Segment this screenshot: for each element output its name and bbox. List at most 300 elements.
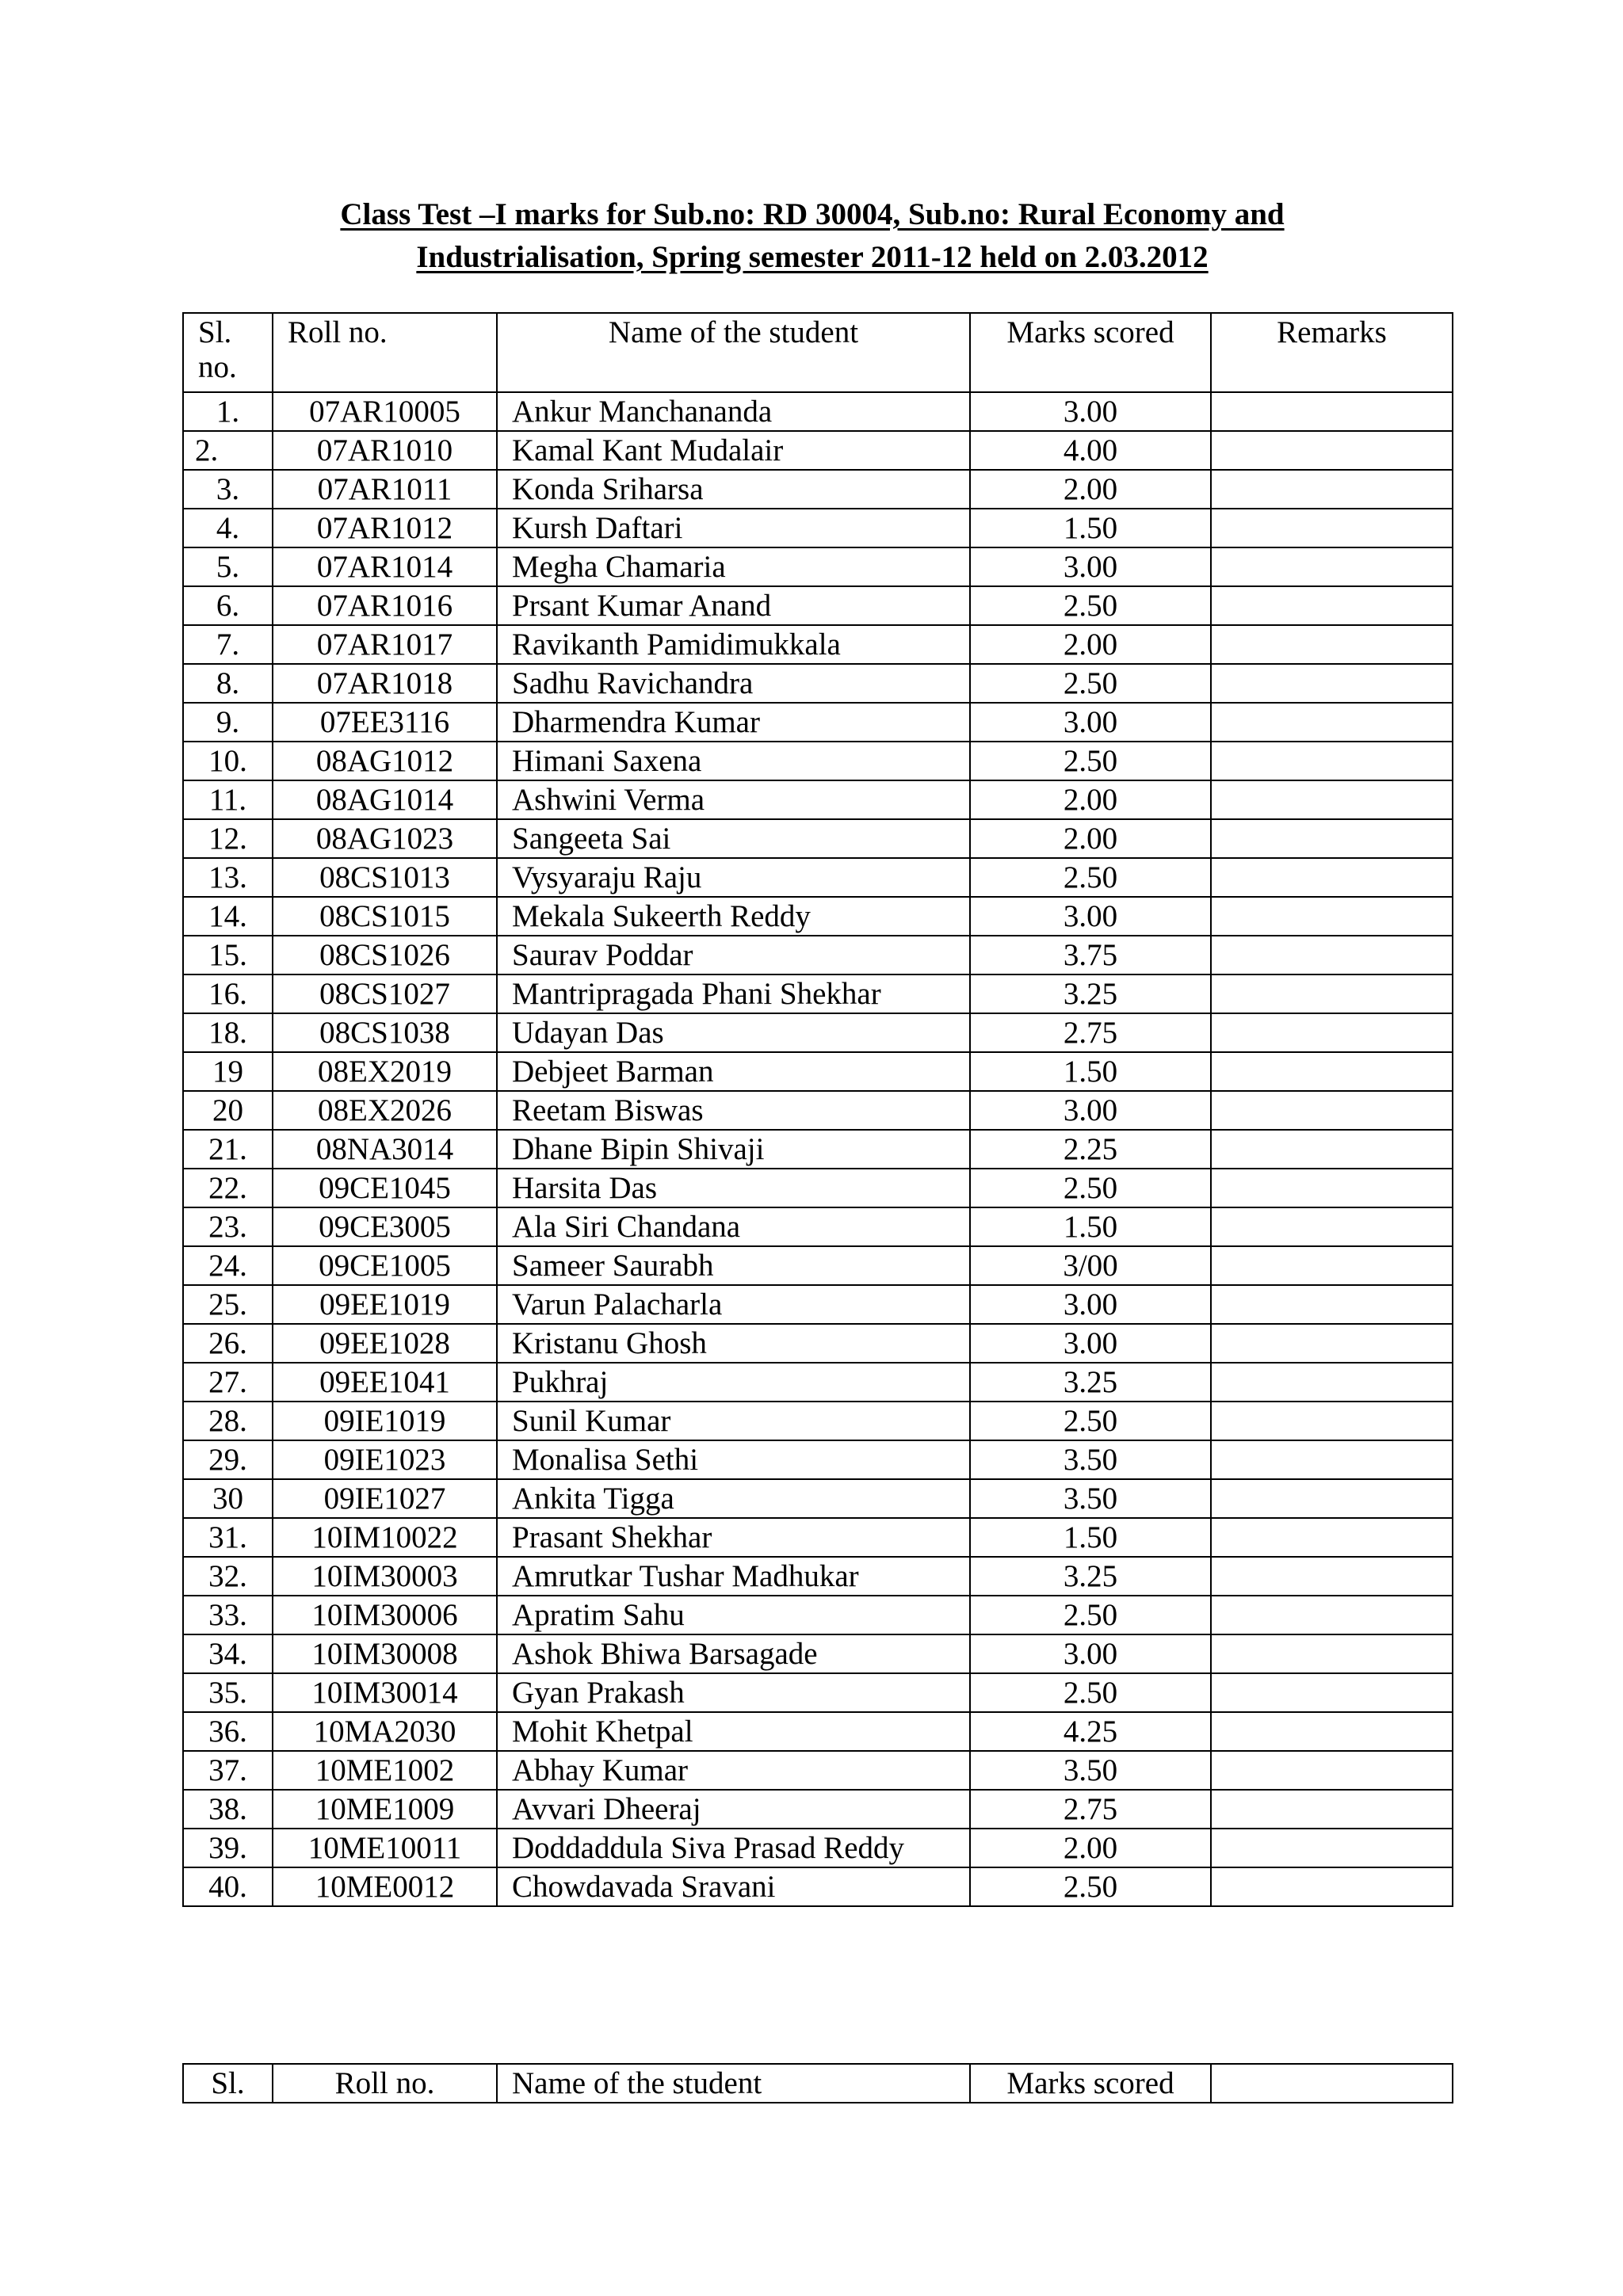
cell-remarks [1211, 431, 1453, 470]
cell-marks-scored-text: 2.00 [1063, 472, 1118, 506]
cell-sl-no [183, 1169, 273, 1207]
cell-marks-scored [970, 431, 1211, 470]
cell-roll-no [273, 1479, 497, 1518]
cell-remarks [1211, 1402, 1453, 1440]
cell-sl-no [183, 1518, 273, 1557]
cell-marks-scored [970, 780, 1211, 819]
second-header-name: Name of the student [497, 2064, 970, 2103]
cell-student-name [497, 1402, 970, 1440]
header-roll-label: Roll no. [288, 315, 388, 349]
cell-roll-no-text: 08CS1027 [319, 977, 450, 1011]
cell-student-name-text: Ala Siri Chandana [512, 1210, 741, 1244]
cell-sl-no [183, 1751, 273, 1790]
cell-sl-no-text: 36. [208, 1714, 247, 1749]
table-row [183, 1557, 1453, 1596]
cell-marks-scored-text: 2.50 [1063, 860, 1118, 894]
cell-roll-no-text: 09EE1041 [319, 1365, 450, 1399]
table-row [183, 625, 1453, 664]
title-line-2: Industrialisation, Spring semester 2011-12 held on 2.03.2012 [416, 240, 1209, 274]
cell-sl-no-text: 19 [212, 1055, 243, 1089]
cell-roll-no [273, 1324, 497, 1363]
cell-sl-no-text: 12. [208, 822, 247, 856]
cell-marks-scored-text: 2.75 [1063, 1792, 1118, 1826]
cell-sl-no-text: 40. [208, 1870, 247, 1904]
cell-sl-no [183, 1013, 273, 1052]
table-row [183, 1169, 1453, 1207]
table-row [183, 1402, 1453, 1440]
cell-roll-no [273, 1867, 497, 1906]
cell-sl-no [183, 1479, 273, 1518]
cell-marks-scored-text: 2.50 [1063, 1404, 1118, 1438]
cell-remarks [1211, 1479, 1453, 1518]
cell-marks-scored-text: 1.50 [1063, 511, 1118, 545]
cell-remarks [1211, 625, 1453, 664]
table-row [183, 1673, 1453, 1712]
cell-sl-no-text: 14. [208, 899, 247, 933]
cell-sl-no [183, 431, 273, 470]
cell-student-name [497, 897, 970, 936]
cell-sl-no-text: 26. [208, 1326, 247, 1360]
cell-student-name-text: Mekala Sukeerth Reddy [512, 899, 811, 933]
cell-sl-no-text: 20 [212, 1093, 243, 1127]
cell-sl-no [183, 897, 273, 936]
table-row [183, 1246, 1453, 1285]
table-row [183, 509, 1453, 547]
cell-marks-scored [970, 470, 1211, 509]
cell-sl-no [183, 780, 273, 819]
cell-remarks [1211, 1324, 1453, 1363]
cell-sl-no-text: 22. [208, 1171, 247, 1205]
cell-roll-no [273, 974, 497, 1013]
cell-marks-scored [970, 1829, 1211, 1867]
cell-roll-no [273, 470, 497, 509]
cell-marks-scored-text: 1.50 [1063, 1055, 1118, 1089]
cell-marks-scored-text: 2.50 [1063, 1171, 1118, 1205]
title-line-1: Class Test –I marks for Sub.no: RD 30004, Sub.no: Rural Economy and [340, 197, 1285, 231]
cell-marks-scored [970, 1867, 1211, 1906]
cell-roll-no [273, 664, 497, 703]
cell-roll-no-text: 08NA3014 [315, 1132, 454, 1166]
table-row [183, 819, 1453, 858]
cell-roll-no-text: 08EX2019 [318, 1055, 452, 1089]
header-sl-line2: no. [198, 350, 237, 384]
cell-roll-no-text: 08AG1023 [315, 822, 454, 856]
cell-marks-scored [970, 1402, 1211, 1440]
table-row [183, 780, 1453, 819]
cell-remarks [1211, 1673, 1453, 1712]
cell-student-name [497, 1246, 970, 1285]
cell-roll-no [273, 703, 497, 742]
cell-student-name-text: Varun Palacharla [512, 1287, 723, 1322]
cell-sl-no [183, 1285, 273, 1324]
cell-marks-scored-text: 3.00 [1063, 1287, 1118, 1322]
cell-marks-scored [970, 1363, 1211, 1402]
cell-marks-scored-text: 3.00 [1063, 1637, 1118, 1671]
cell-roll-no [273, 819, 497, 858]
header-name-label: Name of the student [608, 315, 859, 349]
cell-student-name-text: Avvari Dheeraj [512, 1792, 701, 1826]
cell-roll-no-text: 08CS1038 [319, 1016, 450, 1050]
cell-sl-no [183, 936, 273, 974]
cell-marks-scored-text: 2.50 [1063, 666, 1118, 700]
cell-roll-no [273, 936, 497, 974]
cell-marks-scored [970, 1013, 1211, 1052]
cell-roll-no-text: 09EE1019 [319, 1287, 450, 1322]
cell-remarks [1211, 1634, 1453, 1673]
cell-student-name [497, 586, 970, 625]
cell-sl-no [183, 1634, 273, 1673]
cell-remarks [1211, 1596, 1453, 1634]
cell-marks-scored-text: 3.50 [1063, 1753, 1118, 1787]
cell-roll-no-text: 09EE1028 [319, 1326, 450, 1360]
cell-marks-scored-text: 3.25 [1063, 1365, 1118, 1399]
table-row [183, 897, 1453, 936]
cell-marks-scored [970, 1596, 1211, 1634]
cell-roll-no-text: 07AR1012 [316, 511, 453, 545]
table-row [183, 1829, 1453, 1867]
cell-sl-no-text: 11. [208, 783, 247, 817]
cell-marks-scored [970, 625, 1211, 664]
cell-student-name [497, 1518, 970, 1557]
cell-roll-no-text: 10IM30008 [311, 1637, 458, 1671]
table-row [183, 1285, 1453, 1324]
cell-remarks [1211, 470, 1453, 509]
table-row [183, 1091, 1453, 1130]
cell-marks-scored-text: 3.50 [1063, 1482, 1118, 1516]
cell-marks-scored-text: 2.50 [1063, 1598, 1118, 1632]
cell-sl-no-text: 29. [208, 1443, 247, 1477]
cell-sl-no [183, 1091, 273, 1130]
cell-roll-no-text: 08CS1015 [319, 899, 450, 933]
cell-student-name-text: Sangeeta Sai [512, 822, 671, 856]
cell-roll-no-text: 09IE1027 [323, 1482, 446, 1516]
cell-marks-scored [970, 1130, 1211, 1169]
cell-student-name-text: Konda Sriharsa [512, 472, 704, 506]
cell-sl-no-text: 30 [212, 1482, 243, 1516]
cell-student-name [497, 470, 970, 509]
cell-student-name [497, 819, 970, 858]
cell-marks-scored [970, 1091, 1211, 1130]
cell-roll-no [273, 1829, 497, 1867]
cell-marks-scored-text: 2.00 [1063, 627, 1118, 662]
cell-roll-no [273, 897, 497, 936]
cell-student-name-text: Amrutkar Tushar Madhukar [512, 1559, 859, 1593]
header-marks-scored [970, 313, 1211, 392]
cell-roll-no-text: 08CS1013 [319, 860, 450, 894]
cell-marks-scored [970, 897, 1211, 936]
cell-marks-scored [970, 547, 1211, 586]
cell-student-name [497, 974, 970, 1013]
cell-marks-scored [970, 1479, 1211, 1518]
cell-roll-no [273, 1169, 497, 1207]
cell-remarks [1211, 509, 1453, 547]
cell-remarks [1211, 1169, 1453, 1207]
second-header-sl: Sl. [183, 2064, 273, 2103]
cell-sl-no [183, 1557, 273, 1596]
table-row [183, 1790, 1453, 1829]
cell-roll-no-text: 10IM30014 [311, 1676, 458, 1710]
cell-roll-no-text: 08AG1014 [315, 783, 454, 817]
cell-remarks [1211, 974, 1453, 1013]
cell-sl-no [183, 1246, 273, 1285]
cell-student-name-text: Doddaddula Siva Prasad Reddy [512, 1831, 905, 1865]
table-row [183, 1440, 1453, 1479]
cell-sl-no [183, 586, 273, 625]
cell-student-name-text: Sunil Kumar [512, 1404, 671, 1438]
cell-sl-no [183, 1440, 273, 1479]
cell-student-name [497, 1596, 970, 1634]
cell-student-name [497, 509, 970, 547]
cell-student-name [497, 1363, 970, 1402]
cell-sl-no-text: 38. [208, 1792, 247, 1826]
cell-roll-no [273, 1363, 497, 1402]
table-row [183, 1013, 1453, 1052]
cell-roll-no [273, 742, 497, 780]
cell-roll-no-text: 09IE1019 [323, 1404, 446, 1438]
cell-roll-no [273, 1130, 497, 1169]
cell-marks-scored [970, 1207, 1211, 1246]
cell-student-name [497, 1829, 970, 1867]
cell-roll-no [273, 547, 497, 586]
cell-student-name [497, 1324, 970, 1363]
cell-student-name [497, 1207, 970, 1246]
cell-sl-no-text: 18. [208, 1016, 247, 1050]
cell-sl-no-text: 13. [208, 860, 247, 894]
cell-remarks [1211, 1091, 1453, 1130]
cell-sl-no-text: 25. [208, 1287, 247, 1322]
cell-roll-no [273, 1052, 497, 1091]
cell-student-name [497, 703, 970, 742]
cell-sl-no-text: 7. [216, 627, 240, 662]
cell-student-name [497, 780, 970, 819]
cell-remarks [1211, 1751, 1453, 1790]
cell-student-name [497, 1673, 970, 1712]
cell-marks-scored-text: 3.50 [1063, 1443, 1118, 1477]
cell-student-name [497, 1013, 970, 1052]
cell-sl-no-text: 9. [216, 705, 240, 739]
cell-marks-scored [970, 819, 1211, 858]
cell-student-name-text: Ravikanth Pamidimukkala [512, 627, 841, 662]
cell-roll-no [273, 1673, 497, 1712]
cell-roll-no [273, 858, 497, 897]
cell-marks-scored-text: 2.50 [1063, 1676, 1118, 1710]
cell-student-name-text: Himani Saxena [512, 744, 702, 778]
cell-roll-no-text: 07AR1016 [316, 589, 453, 623]
cell-student-name [497, 1479, 970, 1518]
cell-sl-no [183, 1673, 273, 1712]
cell-remarks [1211, 819, 1453, 858]
table-row [183, 664, 1453, 703]
cell-sl-no [183, 509, 273, 547]
table-header-row [183, 313, 1453, 392]
cell-roll-no [273, 1712, 497, 1751]
cell-roll-no-text: 07AR1010 [316, 433, 453, 467]
cell-marks-scored-text: 3.00 [1063, 1326, 1118, 1360]
cell-student-name [497, 547, 970, 586]
cell-roll-no-text: 09CE1005 [319, 1249, 451, 1283]
cell-roll-no [273, 1402, 497, 1440]
table-row [183, 1207, 1453, 1246]
cell-student-name [497, 625, 970, 664]
cell-sl-no [183, 1363, 273, 1402]
cell-student-name [497, 742, 970, 780]
cell-remarks [1211, 742, 1453, 780]
cell-roll-no-text: 10IM30003 [311, 1559, 458, 1593]
cell-student-name-text: Saurav Poddar [512, 938, 693, 972]
cell-marks-scored-text: 2.50 [1063, 744, 1118, 778]
table-row [183, 547, 1453, 586]
cell-student-name [497, 664, 970, 703]
cell-student-name-text: Gyan Prakash [512, 1676, 685, 1710]
cell-marks-scored-text: 3.00 [1063, 550, 1118, 584]
cell-student-name [497, 1634, 970, 1673]
cell-marks-scored-text: 3.00 [1063, 705, 1118, 739]
cell-remarks [1211, 547, 1453, 586]
cell-marks-scored [970, 1246, 1211, 1285]
table-row [183, 936, 1453, 974]
cell-student-name [497, 858, 970, 897]
cell-sl-no-text: 32. [208, 1559, 247, 1593]
cell-remarks [1211, 780, 1453, 819]
second-header-roll: Roll no. [273, 2064, 497, 2103]
table-row [183, 1867, 1453, 1906]
table-row [183, 1479, 1453, 1518]
cell-sl-no-text: 10. [208, 744, 247, 778]
cell-sl-no-text: 2. [195, 433, 219, 467]
cell-marks-scored-text: 2.50 [1063, 1870, 1118, 1904]
cell-sl-no-text: 35. [208, 1676, 247, 1710]
cell-marks-scored-text: 2.75 [1063, 1016, 1118, 1050]
cell-sl-no [183, 1207, 273, 1246]
cell-remarks [1211, 1440, 1453, 1479]
cell-sl-no [183, 1402, 273, 1440]
cell-remarks [1211, 1013, 1453, 1052]
cell-roll-no-text: 10ME0012 [315, 1870, 455, 1904]
cell-marks-scored [970, 1518, 1211, 1557]
table-row [183, 1634, 1453, 1673]
cell-roll-no-text: 10IM30006 [311, 1598, 458, 1632]
cell-student-name-text: Mantripragada Phani Shekhar [512, 977, 881, 1011]
cell-remarks [1211, 1829, 1453, 1867]
cell-student-name [497, 1712, 970, 1751]
table-row [183, 858, 1453, 897]
cell-sl-no [183, 1130, 273, 1169]
cell-roll-no-text: 10ME1002 [315, 1753, 455, 1787]
cell-marks-scored-text: 3.75 [1063, 938, 1118, 972]
table-row [183, 742, 1453, 780]
cell-student-name-text: Ankur Manchananda [512, 395, 773, 429]
marks-table [182, 312, 1453, 1907]
cell-sl-no-text: 5. [216, 550, 240, 584]
cell-remarks [1211, 897, 1453, 936]
table-row [183, 1324, 1453, 1363]
table-row [183, 586, 1453, 625]
cell-remarks [1211, 1790, 1453, 1829]
cell-remarks [1211, 1207, 1453, 1246]
cell-roll-no-text: 10ME1009 [315, 1792, 455, 1826]
cell-sl-no [183, 664, 273, 703]
cell-roll-no [273, 1013, 497, 1052]
cell-roll-no-text: 07AR1011 [317, 472, 453, 506]
cell-roll-no [273, 1440, 497, 1479]
cell-roll-no [273, 1634, 497, 1673]
cell-student-name-text: Kamal Kant Mudalair [512, 433, 784, 467]
cell-marks-scored-text: 3.00 [1063, 1093, 1118, 1127]
header-remarks-label: Remarks [1277, 315, 1387, 349]
cell-roll-no [273, 1091, 497, 1130]
cell-roll-no [273, 1557, 497, 1596]
cell-sl-no [183, 858, 273, 897]
cell-marks-scored [970, 742, 1211, 780]
cell-remarks [1211, 1285, 1453, 1324]
cell-sl-no [183, 1596, 273, 1634]
cell-remarks [1211, 1712, 1453, 1751]
cell-roll-no-text: 07AR10005 [309, 395, 460, 429]
cell-sl-no-text: 34. [208, 1637, 247, 1671]
cell-student-name [497, 431, 970, 470]
cell-marks-scored [970, 392, 1211, 431]
cell-remarks [1211, 1363, 1453, 1402]
cell-sl-no [183, 742, 273, 780]
table-row [183, 974, 1453, 1013]
cell-student-name [497, 936, 970, 974]
table-row [183, 1751, 1453, 1790]
cell-roll-no-text: 07AR1018 [316, 666, 453, 700]
cell-marks-scored [970, 1557, 1211, 1596]
cell-roll-no [273, 625, 497, 664]
cell-sl-no-text: 8. [216, 666, 240, 700]
cell-student-name-text: Debjeet Barman [512, 1055, 714, 1089]
cell-sl-no-text: 4. [216, 511, 240, 545]
cell-roll-no [273, 1246, 497, 1285]
cell-marks-scored-text: 3.25 [1063, 977, 1118, 1011]
table-row [183, 392, 1453, 431]
cell-student-name [497, 392, 970, 431]
cell-student-name-text: Dhane Bipin Shivaji [512, 1132, 765, 1166]
table-row [183, 470, 1453, 509]
cell-roll-no [273, 1790, 497, 1829]
cell-student-name [497, 1440, 970, 1479]
cell-marks-scored-text: 3.00 [1063, 899, 1118, 933]
cell-sl-no [183, 392, 273, 431]
cell-roll-no-text: 10IM10022 [311, 1520, 458, 1554]
second-header-marks: Marks scored [970, 2064, 1211, 2103]
cell-marks-scored [970, 1440, 1211, 1479]
cell-roll-no [273, 1751, 497, 1790]
cell-sl-no-text: 27. [208, 1365, 247, 1399]
cell-marks-scored [970, 936, 1211, 974]
cell-student-name-text: Sadhu Ravichandra [512, 666, 754, 700]
cell-student-name [497, 1285, 970, 1324]
cell-roll-no-text: 08AG1012 [315, 744, 454, 778]
cell-sl-no [183, 1829, 273, 1867]
cell-marks-scored-text: 2.00 [1063, 783, 1118, 817]
cell-remarks [1211, 392, 1453, 431]
cell-student-name-text: Mohit Khetpal [512, 1714, 693, 1749]
cell-student-name [497, 1867, 970, 1906]
cell-student-name-text: Apratim Sahu [512, 1598, 685, 1632]
cell-student-name-text: Reetam Biswas [512, 1093, 704, 1127]
cell-student-name-text: Ankita Tigga [512, 1482, 674, 1516]
cell-marks-scored-text: 2.00 [1063, 822, 1118, 856]
cell-sl-no-text: 15. [208, 938, 247, 972]
cell-marks-scored [970, 1285, 1211, 1324]
cell-remarks [1211, 858, 1453, 897]
cell-student-name [497, 1751, 970, 1790]
cell-student-name-text: Prsant Kumar Anand [512, 589, 772, 623]
table-row [183, 1052, 1453, 1091]
cell-marks-scored-text: 2.00 [1063, 1831, 1118, 1865]
